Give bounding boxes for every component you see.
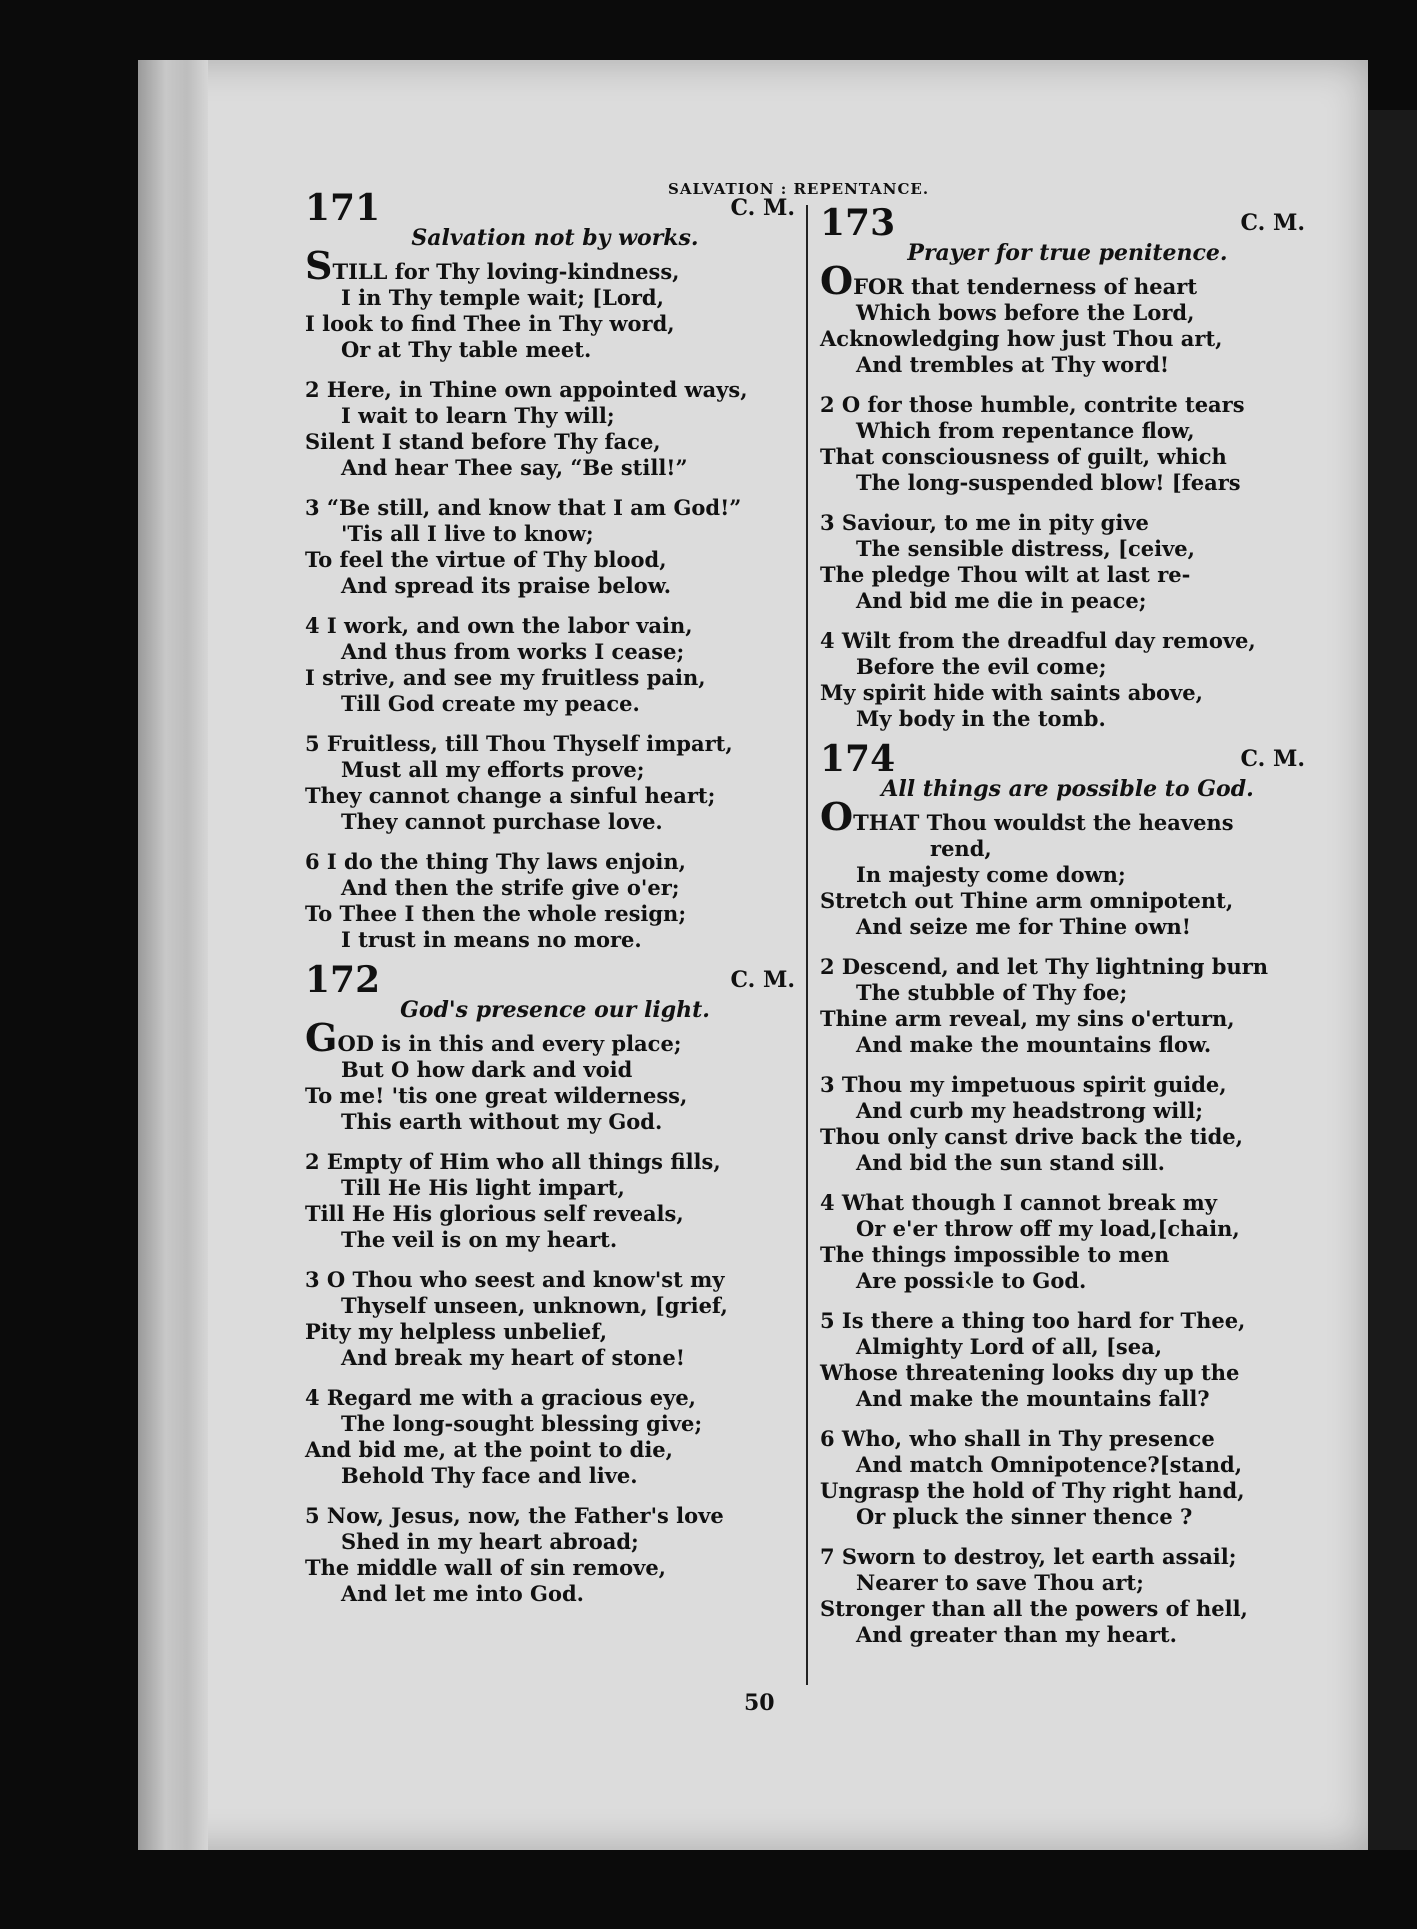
verse-line: Stronger than all the powers of hell,	[820, 1596, 1248, 1621]
verse-line: 6 I do the thing Thy laws enjoin,	[305, 849, 686, 874]
stanza	[305, 1149, 805, 1253]
verse-line: Nearer to save Thou art;	[856, 1570, 1144, 1595]
verse-line: 4 I work, and own the labor vain,	[305, 613, 693, 638]
verse-line: The things impossible to men	[820, 1242, 1170, 1267]
drop-cap: O	[820, 258, 854, 303]
hymn-meter: C. M.	[1240, 210, 1305, 236]
verse-line: And spread its praise below.	[341, 573, 672, 598]
verse-line: And let me into God.	[341, 1581, 584, 1606]
verse-line: And then the strife give o'er;	[341, 875, 680, 900]
hymn-number: 172	[305, 959, 381, 1001]
verse-line: Till He His glorious self reveals,	[305, 1201, 684, 1226]
verse-line: To feel the virtue of Thy blood,	[305, 547, 667, 572]
verse-line: They cannot purchase love.	[341, 809, 663, 834]
stanza	[820, 1544, 1315, 1648]
verse-line: The sensible distress, [ceive,	[856, 536, 1195, 561]
verse-line: And bid me die in peace;	[856, 588, 1147, 613]
verse-line: Which bows before the Lord,	[856, 300, 1195, 325]
stanza	[820, 392, 1315, 496]
verse-line: And thus from works I cease;	[341, 639, 685, 664]
verse-line: They cannot change a sinful heart;	[305, 783, 716, 808]
verse-line: Almighty Lord of all, [sea,	[856, 1334, 1163, 1359]
hymn-number: 173	[820, 202, 896, 244]
verse-line: Thyself unseen, unknown, [grief,	[341, 1293, 728, 1318]
verse-line: Or at Thy table meet.	[341, 337, 592, 362]
stanza	[820, 1072, 1315, 1176]
verse-line: But O how dark and void	[341, 1057, 633, 1082]
verse-line: And hear Thee say, “Be still!”	[341, 455, 688, 480]
stanza	[305, 1267, 805, 1371]
hymn-172	[305, 959, 805, 1607]
verse-line: The long-sought blessing give;	[341, 1411, 703, 1436]
verse-line: Ungrasp the hold of Thy right hand,	[820, 1478, 1245, 1503]
verse-line: 3 Saviour, to me in pity give	[820, 510, 1149, 535]
verse-line: That consciousness of guilt, which	[820, 444, 1227, 469]
verse-line: 4 Wilt from the dreadful day remove,	[820, 628, 1256, 653]
verse-line: The long-suspended blow! [fears	[856, 470, 1241, 495]
verse-line: 6 Who, who shall in Thy presence	[820, 1426, 1215, 1451]
verse-line: 'Tis all I live to know;	[341, 521, 594, 546]
verse-line: My body in the tomb.	[856, 706, 1106, 731]
verse-line: This earth without my God.	[341, 1109, 663, 1134]
hymn-title: Prayer for true penitence.	[907, 240, 1228, 266]
verse-line: Thine arm reveal, my sins o'erturn,	[820, 1006, 1235, 1031]
verse-line: Before the evil come;	[856, 654, 1107, 679]
verse-line: I wait to learn Thy will;	[341, 403, 615, 428]
verse-line: rend,	[930, 836, 992, 861]
verse-line: The middle wall of sin remove,	[305, 1555, 666, 1580]
verse-line: 5 Now, Jesus, now, the Father's love	[305, 1503, 724, 1528]
verse-line: Or e'er throw off my load,[chain,	[856, 1216, 1240, 1241]
stanza	[820, 794, 1315, 940]
verse-line: The stubble of Thy foe;	[856, 980, 1128, 1005]
verse-line: 5 Fruitless, till Thou Thyself impart,	[305, 731, 733, 756]
verse-line: And trembles at Thy word!	[856, 352, 1170, 377]
hymn-171	[305, 187, 805, 953]
stanza	[305, 731, 805, 835]
verse-line: 3 Thou my impetuous spirit guide,	[820, 1072, 1227, 1097]
stanza	[305, 849, 805, 953]
verse-line: Stretch out Thine arm omnipotent,	[820, 888, 1234, 913]
stanza	[305, 613, 805, 717]
verse-line: Pity my helpless unbelief,	[305, 1319, 608, 1344]
stanza	[305, 1015, 805, 1135]
verse-line: To me! 'tis one great wilderness,	[305, 1083, 688, 1108]
column-divider	[806, 205, 808, 1685]
verse-line: Behold Thy face and live.	[341, 1463, 638, 1488]
verse-line: 7 Sworn to destroy, let earth assail;	[820, 1544, 1237, 1569]
hymn-meter: C. M.	[1240, 746, 1305, 772]
verse-line: TILL for Thy loving-kindness,	[332, 259, 680, 284]
hymn-173	[820, 202, 1315, 732]
stanza	[820, 1426, 1315, 1530]
verse-line: The veil is on my heart.	[341, 1227, 618, 1252]
verse-line: 3 O Thou who seest and know'st my	[305, 1267, 725, 1292]
verse-line: I strive, and see my fruitless pain,	[305, 665, 706, 690]
verse-line: Till He His light impart,	[341, 1175, 625, 1200]
verse-line: 3 “Be still, and know that I am God!”	[305, 495, 742, 520]
verse-line: The pledge Thou wilt at last re-	[820, 562, 1191, 587]
stanza	[305, 243, 805, 363]
verse-line: Are possi‹le to God.	[856, 1268, 1087, 1293]
verse-line: Shed in my heart abroad;	[341, 1529, 639, 1554]
page-number: 50	[744, 1690, 775, 1716]
verse-line: I trust in means no more.	[341, 927, 642, 952]
verse-line: Silent I stand before Thy face,	[305, 429, 661, 454]
verse-line: 4 What though I cannot break my	[820, 1190, 1217, 1215]
hymn-number: 174	[820, 738, 896, 780]
verse-line: My spirit hide with saints above,	[820, 680, 1203, 705]
verse-line: 5 Is there a thing too hard for Thee,	[820, 1308, 1246, 1333]
right-column	[820, 202, 1315, 1662]
hymn-title: God's presence our light.	[400, 997, 710, 1023]
drop-cap: O	[820, 794, 854, 839]
verse-line: And bid the sun stand sill.	[856, 1150, 1165, 1175]
verse-line: Whose threatening looks dıy up the	[820, 1360, 1240, 1385]
running-header: SALVATION : REPENTANCE.	[668, 180, 930, 198]
verse-line: And match Omnipotence?[stand,	[856, 1452, 1243, 1477]
verse-line: 2 Empty of Him who all things fills,	[305, 1149, 721, 1174]
verse-line: I in Thy temple wait; [Lord,	[341, 285, 664, 310]
stanza	[820, 954, 1315, 1058]
verse-line: And curb my headstrong will;	[856, 1098, 1203, 1123]
stanza	[820, 628, 1315, 732]
left-column	[305, 187, 805, 1621]
hymn-meter: C. M.	[730, 967, 795, 993]
verse-line: And greater than my heart.	[856, 1622, 1177, 1647]
verse-line: Must all my efforts prove;	[341, 757, 645, 782]
verse-line: Which from repentance flow,	[856, 418, 1195, 443]
verse-line: 4 Regard me with a gracious eye,	[305, 1385, 696, 1410]
verse-line: 2 Descend, and let Thy lightning burn	[820, 954, 1269, 979]
stanza	[820, 258, 1315, 378]
verse-line: Till God create my peace.	[341, 691, 640, 716]
verse-line: Thou only canst drive back the tide,	[820, 1124, 1243, 1149]
verse-line: And seize me for Thine own!	[856, 914, 1192, 939]
hymn-meter: C. M.	[730, 195, 795, 221]
verse-line: THAT Thou wouldst the heavens	[853, 810, 1234, 835]
drop-cap: S	[305, 243, 333, 288]
stanza	[305, 495, 805, 599]
hymn-title: All things are possible to God.	[881, 776, 1254, 802]
verse-line: In majesty come down;	[856, 862, 1126, 887]
verse-line: And bid me, at the point to die,	[305, 1437, 673, 1462]
verse-line: And make the mountains fall?	[856, 1386, 1210, 1411]
hymn-title: Salvation not by works.	[411, 225, 699, 251]
verse-line: FOR that tenderness of heart	[853, 274, 1198, 299]
verse-line: Or pluck the sinner thence ?	[856, 1504, 1193, 1529]
verse-line: 2 Here, in Thine own appointed ways,	[305, 377, 748, 402]
stanza	[305, 1503, 805, 1607]
book-spine	[138, 60, 208, 1850]
next-page-edge	[1368, 110, 1417, 1850]
stanza	[820, 1190, 1315, 1294]
stanza	[820, 1308, 1315, 1412]
hymn-174	[820, 738, 1315, 1648]
verse-line: And break my heart of stone!	[341, 1345, 685, 1370]
verse-line: I look to find Thee in Thy word,	[305, 311, 675, 336]
verse-line: 2 O for those humble, contrite tears	[820, 392, 1245, 417]
verse-line: OD is in this and every place;	[337, 1031, 682, 1056]
stanza	[305, 1385, 805, 1489]
drop-cap: G	[305, 1015, 338, 1060]
stanza	[820, 510, 1315, 614]
stanza	[305, 377, 805, 481]
verse-line: To Thee I then the whole resign;	[305, 901, 687, 926]
verse-line: And make the mountains flow.	[856, 1032, 1212, 1057]
hymn-number: 171	[305, 187, 381, 229]
verse-line: Acknowledging how just Thou art,	[820, 326, 1223, 351]
